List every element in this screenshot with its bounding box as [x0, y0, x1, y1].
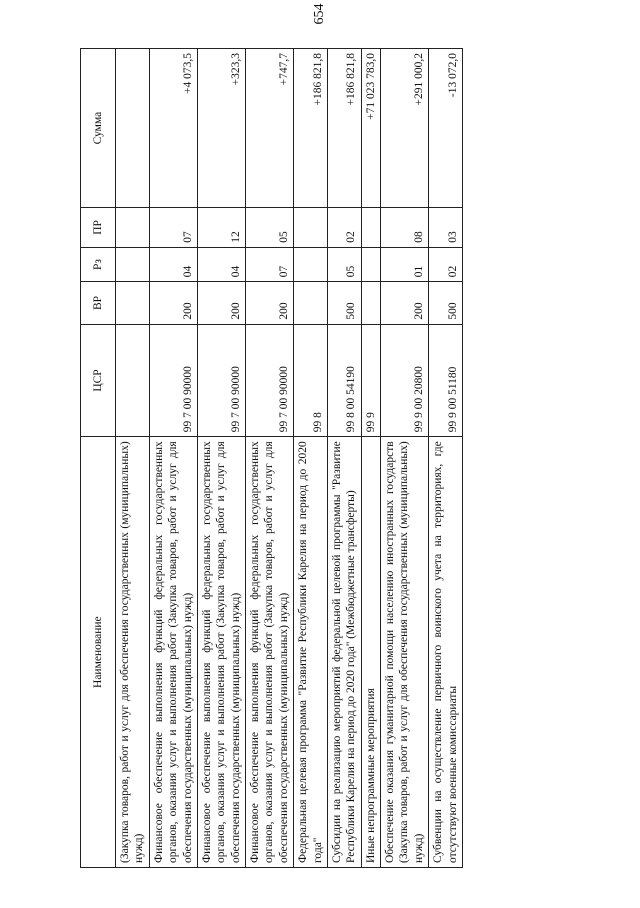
table-row: [149, 49, 197, 868]
row-csr: 99 9: [361, 324, 380, 437]
table-row: [294, 49, 328, 868]
row-rz: 04: [197, 247, 245, 281]
row-vr: [116, 282, 150, 324]
row-name: Субвенции на осуществление первичного воинского учета на территориях, где отсутствуют военные комиссариаты: [429, 437, 463, 868]
row-name: Финансовое обеспечение выполнения функций федеральных государственных органов, оказания услуг и выполнения работ (Закупка товаров, работ и услуг для обеспечения государственных (муниципальных) нужд): [197, 437, 245, 868]
row-vr: [294, 282, 328, 324]
header-name: Наименование: [81, 437, 116, 868]
row-vr: 500: [327, 282, 361, 324]
table-row: [381, 49, 429, 868]
row-pr: 12: [197, 208, 245, 248]
header-csr: ЦСР: [81, 324, 116, 437]
row-csr: 99 7 00 90000: [149, 324, 197, 437]
row-pr: 07: [149, 208, 197, 248]
row-sum: +71 023 783,0: [361, 49, 380, 208]
row-pr: 05: [246, 208, 294, 248]
row-vr: 200: [246, 282, 294, 324]
page-number: 654: [312, 3, 327, 25]
row-csr: 99 9 00 20800: [381, 324, 429, 437]
row-name: Обеспечение оказания гуманитарной помощи населению иностранных государств (Закупка товаров, работ и услуг для обеспечения государственных (муниципальных) нужд): [381, 437, 429, 868]
table-row: [246, 49, 294, 868]
table-header-row: [81, 49, 116, 868]
row-rz: 01: [381, 247, 429, 281]
table-row: [197, 49, 245, 868]
row-sum: +4 073,5: [149, 49, 197, 208]
row-vr: [361, 282, 380, 324]
row-pr: [294, 208, 328, 248]
row-rz: 02: [429, 247, 463, 281]
table-row: [361, 49, 380, 868]
row-csr: 99 8: [294, 324, 328, 437]
row-pr: [361, 208, 380, 248]
row-name: (Закупка товаров, работ и услуг для обеспечения государственных (муниципальных) нужд): [116, 437, 150, 868]
rotated-page-content: [80, 0, 620, 908]
row-sum: +323,3: [197, 49, 245, 208]
row-sum: -13 072,0: [429, 49, 463, 208]
row-csr: 99 8 00 54190: [327, 324, 361, 437]
table-row: [116, 49, 150, 868]
row-vr: 500: [429, 282, 463, 324]
row-csr: 99 7 00 90000: [246, 324, 294, 437]
row-csr: 99 7 00 90000: [197, 324, 245, 437]
row-name: Федеральная целевая программа "Развитие Республики Карелия на период до 2020 года": [294, 437, 328, 868]
row-pr: [116, 208, 150, 248]
row-rz: [116, 247, 150, 281]
row-sum: +747,7: [246, 49, 294, 208]
row-vr: 200: [197, 282, 245, 324]
header-rz: Рз: [81, 247, 116, 281]
row-csr: 99 9 00 51180: [429, 324, 463, 437]
row-csr: [116, 324, 150, 437]
row-vr: 200: [381, 282, 429, 324]
row-sum: +186 821,8: [294, 49, 328, 208]
row-rz: 07: [246, 247, 294, 281]
row-rz: 04: [149, 247, 197, 281]
row-pr: 02: [327, 208, 361, 248]
row-sum: +186 821,8: [327, 49, 361, 208]
header-sum: Сумма: [81, 49, 116, 208]
row-sum: [116, 49, 150, 208]
row-name: Иные непрограммные мероприятия: [361, 437, 380, 868]
row-pr: 08: [381, 208, 429, 248]
row-sum: +291 000,2: [381, 49, 429, 208]
row-name: Финансовое обеспечение выполнения функций федеральных государственных органов, оказания услуг и выполнения работ (Закупка товаров, работ и услуг для обеспечения государственных (муниципальных) нужд): [149, 437, 197, 868]
budget-table: [80, 48, 463, 868]
row-pr: 03: [429, 208, 463, 248]
table-row: [429, 49, 463, 868]
row-vr: 200: [149, 282, 197, 324]
row-name: Субсидии на реализацию мероприятий федеральной целевой программы "Развитие Республики Карелия на период до 2020 года" (Межбюджетные трансферты): [327, 437, 361, 868]
header-pr: ПР: [81, 208, 116, 248]
row-rz: [294, 247, 328, 281]
header-vr: ВР: [81, 282, 116, 324]
row-name: Финансовое обеспечение выполнения функций федеральных государственных органов, оказания услуг и выполнения работ (Закупка товаров, работ и услуг для обеспечения государственных (муниципальных) нужд): [246, 437, 294, 868]
table-row: [327, 49, 361, 868]
row-rz: [361, 247, 380, 281]
row-rz: 05: [327, 247, 361, 281]
